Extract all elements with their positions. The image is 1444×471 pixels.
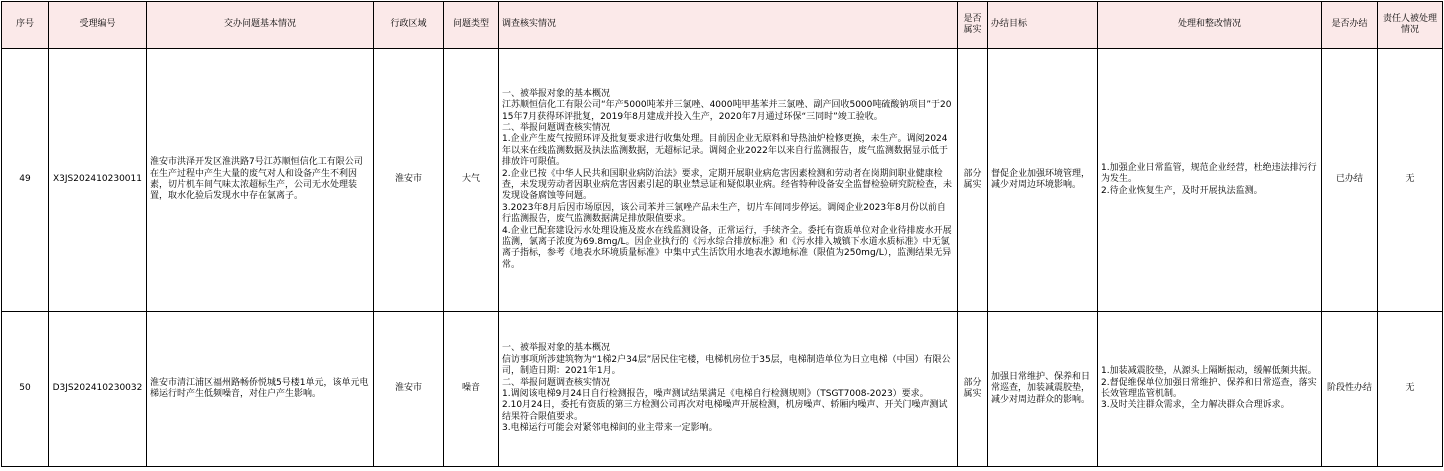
header-verified: 是否属实	[958, 2, 988, 49]
cell-verified: 部分属实	[958, 49, 988, 312]
header-row	[2, 2, 1443, 49]
header-region: 行政区域	[374, 2, 444, 49]
cell-verified: 部分属实	[958, 312, 988, 467]
header-type: 问题类型	[444, 2, 499, 49]
cell-problem: 淮安市洪泽开发区淮洪路7号江苏顺恒信化工有限公司在生产过程中产生大量的废气对人和设备产生不利因素，切片机车间气味太浓超标生产，公司无水处理装置，取水化验后发现水中存在氯离子。	[147, 49, 374, 312]
cell-closed: 阶段性办结	[1322, 312, 1378, 467]
header-closed: 是否办结	[1322, 2, 1378, 49]
header-handling: 处理和整改情况	[1098, 2, 1322, 49]
cell-closed: 已办结	[1322, 49, 1378, 312]
cell-handling: 1.加装减震胶垫，从源头上隔断振动，缓解低频共振。 2.督促维保单位加强日常维护、保养和日常巡查，落实长效管理监管机制。 3.及时关注群众需求，全力解决群众合理诉求。	[1098, 312, 1322, 467]
case-table	[1, 1, 1443, 467]
cell-region: 淮安市	[374, 49, 444, 312]
header-case-no: 受理编号	[49, 2, 147, 49]
cell-seq: 49	[2, 49, 49, 312]
cell-type: 大气	[444, 49, 499, 312]
header-investigation: 调查核实情况	[499, 2, 958, 49]
table-row	[2, 49, 1443, 312]
cell-seq: 50	[2, 312, 49, 467]
cell-accountability: 无	[1378, 49, 1443, 312]
header-seq: 序号	[2, 2, 49, 49]
cell-region: 淮安市	[374, 312, 444, 467]
cell-case-no: X3JS202410230011	[49, 49, 147, 312]
cell-investigation: 一、被举报对象的基本概况 信访事项所涉建筑物为“1梯2户34层”居民住宅楼，电梯机房位于35层，电梯制造单位为日立电梯（中国）有限公司，制造日期：2021年1月。 二、举报问题调查核实情况 1.调阅该电梯9月24日自行检测报告，噪声测试结果满足《电梯自行检测规则》（TSGT7008-2023）要求。 2.10月24日，委托有资质的第三方检测公司再次对电梯噪声开展检测，机房噪声、轿厢内噪声、开关门噪声测试结果符合限值要求。 3.电梯运行可能会对紧邻电梯间的业主带来一定影响。	[499, 312, 958, 467]
cell-case-no: D3JS202410230032	[49, 312, 147, 467]
cell-accountability: 无	[1378, 312, 1443, 467]
table-row	[2, 312, 1443, 467]
cell-handling: 1.加强企业日常监管，规范企业经营，杜绝违法排污行为发生。 2.待企业恢复生产，及时开展执法监测。	[1098, 49, 1322, 312]
header-problem: 交办问题基本情况	[147, 2, 374, 49]
header-accountability: 责任人被处理情况	[1378, 2, 1443, 49]
cell-goal: 加强日常维护、保养和日常巡查，加装减震胶垫，减少对周边群众的影响。	[988, 312, 1098, 467]
cell-investigation: 一、被举报对象的基本概况 江苏顺恒信化工有限公司“年产5000吨苯并三氯唑、4000吨甲基苯并三氯唑、副产回收5000吨硫酸钠项目”于2015年7月获得环评批复，2019年8月建成并投入生产，2020年7月通过环保“三同时”竣工验收。 二、举报问题调查核实情况 1.企业产生废气按照环评及批复要求进行收集处理。目前因企业无原料和导热油炉检修更换，未生产。调阅2024年以来在线监测数据及执法监测数据，无超标记录。调阅企业2022年以来自行监测报告，废气监测数据显示低于排放许可限值。 2.企业已按《中华人民共和国职业病防治法》要求，定期开展职业病危害因素检测和劳动者在岗期间职业健康检查，未发现劳动者因职业病危害因素引起的职业禁忌证和疑似职业病。经省特种设备安全监督检验研究院检查，未发现设备腐蚀等问题。 3.2023年8月后因市场原因，该公司苯并三氯唑产品未生产，切片车间同步停运。调阅企业2023年8月份以前自行监测报告，废气监测数据满足排放限值要求。 4.企业已配套建设污水处理设施及废水在线监测设备，正常运行，手续齐全。委托有资质单位对企业待排废水开展监测，氯离子浓度为69.8mg/L。因企业执行的《污水综合排放标准》和《污水排入城镇下水道水质标准》中无氯离子指标，参考《地表水环境质量标准》中集中式生活饮用水地表水源地标准（限值为250mg/L），监测结果无异常。	[499, 49, 958, 312]
cell-type: 噪音	[444, 312, 499, 467]
cell-goal: 督促企业加强环境管理，减少对周边环境影响。	[988, 49, 1098, 312]
cell-problem: 淮安市清江浦区福州路畅侨悦城5号楼1单元，该单元电梯运行时产生低频噪音，对住户产生影响。	[147, 312, 374, 467]
header-goal: 办结目标	[988, 2, 1098, 49]
